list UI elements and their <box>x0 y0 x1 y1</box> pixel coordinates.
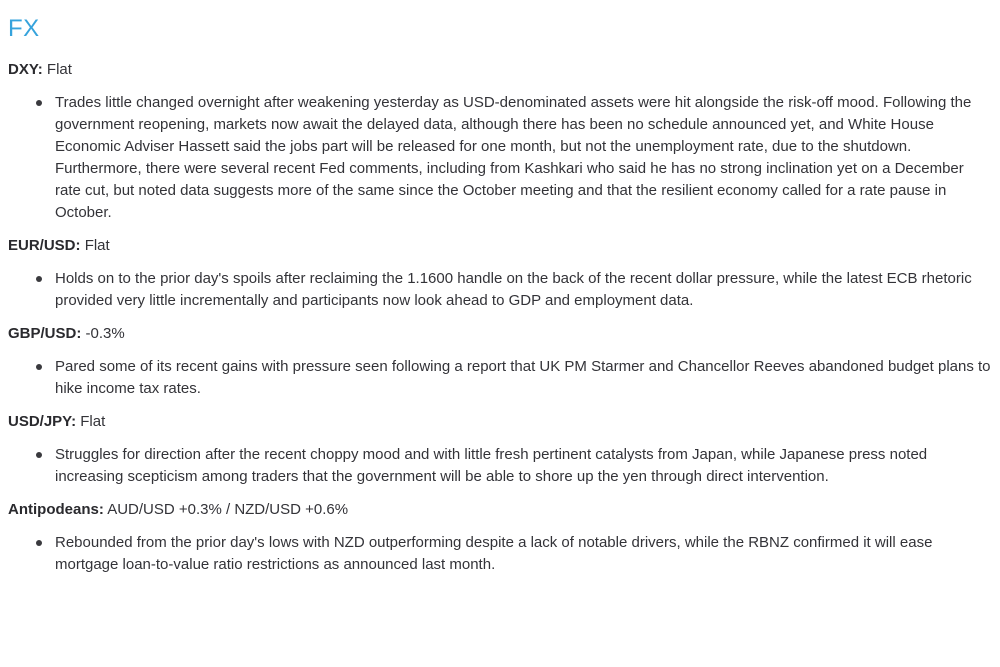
pair-label: GBP/USD: <box>8 325 82 342</box>
bullet-list <box>8 356 992 400</box>
section-title: FX <box>8 15 40 42</box>
gbpusd-block <box>8 324 992 400</box>
list-item <box>36 92 992 224</box>
pair-heading <box>8 412 992 432</box>
pair-value: AUD/USD +0.3% / NZD/USD +0.6% <box>107 501 349 518</box>
bullet-list <box>8 532 992 576</box>
dxy-block <box>8 60 992 224</box>
pair-value: Flat <box>84 237 110 254</box>
pair-value: -0.3% <box>85 325 125 342</box>
bullet-list <box>8 92 992 224</box>
pair-label: Antipodeans: <box>8 501 104 518</box>
eurusd-block <box>8 236 992 312</box>
list-item <box>36 268 992 312</box>
bullet-list <box>8 268 992 312</box>
pair-label: EUR/USD: <box>8 237 81 254</box>
note-text: Rebounded from the prior day's lows with NZD outperforming despite a lack of notable drivers, while the RBNZ confirmed it will ease mortgage loan-to-value ratio restrictions as announced last month. <box>55 534 933 573</box>
list-item <box>36 532 992 576</box>
note-text: Trades little changed overnight after weakening yesterday as USD-denominated assets were hit alongside the risk-off mood. Following the government reopening, markets now await the delayed data, although there has been no schedule announced yet, and White House Economic Adviser Hassett said the jobs part will be released for one month, but not the unemployment rate, due to the shutdown. Furthermore, there were several recent Fed comments, including from Kashkari who said he has no strong inclination yet on a December rate cut, but noted data suggests more of the same since the October meeting and that the resilient economy called for a rate pause in October. <box>55 94 972 221</box>
note-text: Holds on to the prior day's spoils after reclaiming the 1.1600 handle on the back of the recent dollar pressure, while the latest ECB rhetoric provided very little incrementally and participants now look ahead to GDP and employment data. <box>55 270 972 309</box>
pair-value: Flat <box>46 61 72 78</box>
usdjpy-block <box>8 412 992 488</box>
list-item <box>36 356 992 400</box>
bullet-icon <box>36 276 42 282</box>
bullet-icon <box>36 540 42 546</box>
note-text: Struggles for direction after the recent choppy mood and with little fresh pertinent catalysts from Japan, while Japanese press noted increasing scepticism among traders that the government will be able to shore up the yen through direct intervention. <box>55 446 928 485</box>
pair-label: USD/JPY: <box>8 413 77 430</box>
bullet-icon <box>36 100 42 106</box>
pair-heading <box>8 324 992 344</box>
note-text: Pared some of its recent gains with pressure seen following a report that UK PM Starmer and Chancellor Reeves abandoned budget plans to hike income tax rates. <box>55 358 991 397</box>
pair-value: Flat <box>80 413 106 430</box>
pair-heading <box>8 60 992 80</box>
pair-heading <box>8 500 992 520</box>
bullet-list <box>8 444 992 488</box>
list-item <box>36 444 992 488</box>
bullet-icon <box>36 452 42 458</box>
bullet-icon <box>36 364 42 370</box>
pair-label: DXY: <box>8 61 43 78</box>
pair-heading <box>8 236 992 256</box>
antipodeans-block <box>8 500 992 576</box>
